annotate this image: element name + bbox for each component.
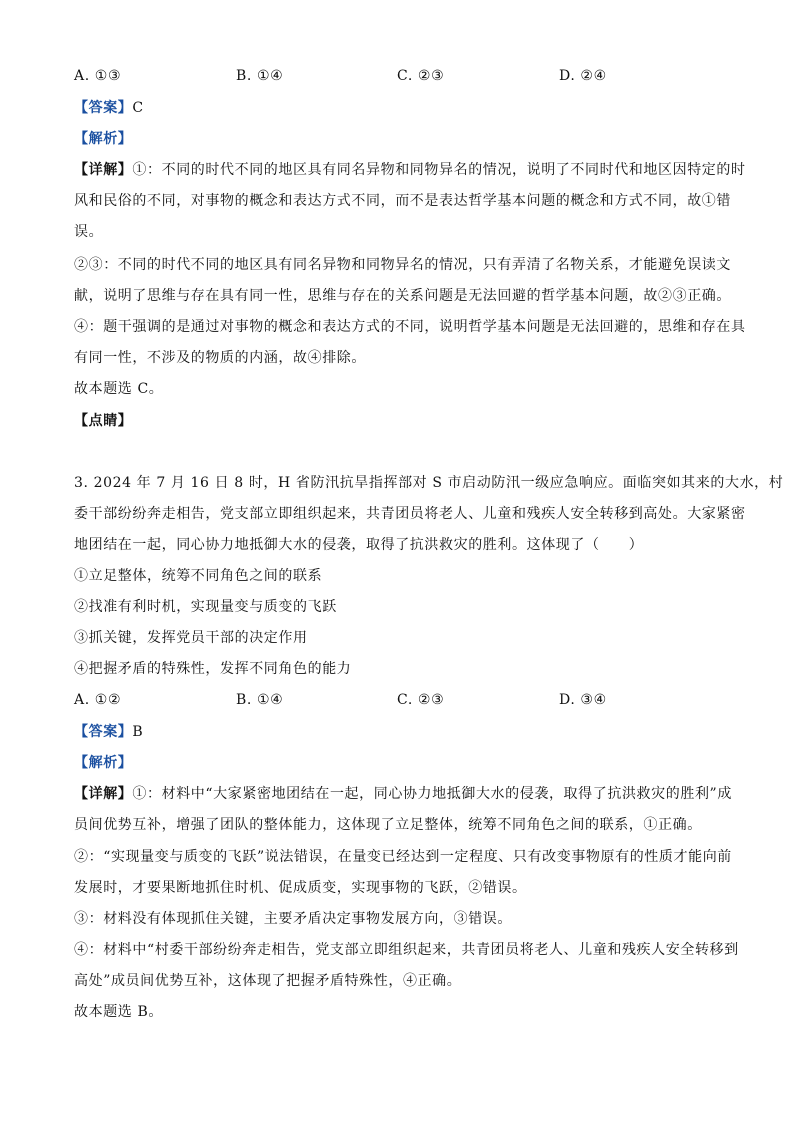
- q2-detail-line-2: 风和民俗的不同，对事物的概念和表达方式不同，而不是表达哲学基本问题的概念和方式不同，故①错: [74, 193, 731, 209]
- q2-detail-line-5: 献，说明了思维与存在具有同一性，思维与存在的关系问题是无法回避的哲学基本问题，故②③正确。: [74, 288, 731, 304]
- answer-value: C: [132, 100, 144, 116]
- q3-detail-line-6: ④：材料中“村委干部纷纷奔走相告，党支部立即组织起来，共青团员将老人、儿童和残疾人安全转移到: [74, 942, 739, 958]
- q3-statement-3: ③抓关键，发挥党员干部的决定作用: [74, 630, 308, 646]
- q3-stem-line-2: 委干部纷纷奔走相告，党支部立即组织起来，共青团员将老人、儿童和残疾人安全转移到高处。大家紧密: [74, 506, 746, 522]
- q3-analysis-heading: [74, 754, 132, 772]
- q3-stem-line-3: 地团结在一起，同心协力地抵御大水的侵袭，取得了抗洪救灾的胜利。这体现了（ ）: [74, 537, 644, 553]
- q2-option-d: D. ②④: [559, 68, 607, 84]
- q3-detail-line-7: 高处”成员间优势互补，这体现了把握矛盾特殊性，④正确。: [74, 973, 462, 989]
- detail-text: ①：不同的时代不同的地区具有同名异物和同物异名的情况，说明了不同时代和地区因特定的时: [132, 162, 746, 178]
- analysis-label: 【解析】: [74, 755, 133, 771]
- q2-option-a: A. ①③: [74, 68, 122, 84]
- q2-detail-line-4: ②③：不同的时代不同的地区具有同名异物和同物异名的情况，只有弄清了名物关系，才能避免误读文: [74, 257, 731, 273]
- point-label: 【点睛】: [74, 413, 133, 429]
- q3-detail-line-3: ②：“实现量变与质变的飞跃”说法错误，在量变已经达到一定程度、只有改变事物原有的性质才能向前: [74, 849, 732, 865]
- q2-option-c: C. ②③: [397, 68, 445, 84]
- answer-label: 【答案】: [74, 724, 133, 740]
- q3-detail-line-5: ③：材料没有体现抓住关键，主要矛盾决定事物发展方向，③错误。: [74, 911, 512, 927]
- q3-option-a: A. ①②: [74, 692, 122, 708]
- q2-detail-line-8: 故本题选 C。: [74, 381, 164, 397]
- q2-detail-line-1: [74, 161, 746, 179]
- q3-detail-line-2: 员间优势互补，增强了团队的整体能力，这体现了立足整体，统筹不同角色之间的联系，①正确。: [74, 817, 702, 833]
- q3-option-d: D. ③④: [559, 692, 607, 708]
- q2-point-heading: [74, 412, 132, 430]
- q2-option-b: B. ①④: [236, 68, 284, 84]
- q2-answer: [74, 99, 144, 117]
- q3-statement-4: ④把握矛盾的特殊性，发挥不同角色的能力: [74, 661, 352, 677]
- q3-option-c: C. ②③: [397, 692, 445, 708]
- detail-text: ①：材料中“大家紧密地团结在一起，同心协力地抵御大水的侵袭，取得了抗洪救灾的胜利”成: [132, 786, 732, 802]
- q3-detail-line-8: 故本题选 B。: [74, 1004, 163, 1020]
- q2-detail-line-3: 误。: [74, 224, 104, 240]
- q3-option-b: B. ①④: [236, 692, 284, 708]
- q3-stem-line-1: 3. 2024 年 7 月 16 日 8 时，H 省防汛抗旱指挥部对 S 市启动防汛一级应急响应。面临突如其来的大水，村: [74, 475, 784, 491]
- q3-detail-line-1: [74, 785, 732, 803]
- q3-statement-2: ②找准有利时机，实现量变与质变的飞跃: [74, 599, 337, 615]
- q2-analysis-heading: [74, 130, 132, 148]
- answer-label: 【答案】: [74, 100, 133, 116]
- q3-statement-1: ①立足整体，统筹不同角色之间的联系: [74, 568, 323, 584]
- q3-detail-line-4: 发展时，才要果断地抓住时机、促成质变，实现事物的飞跃，②错误。: [74, 880, 527, 896]
- analysis-label: 【解析】: [74, 131, 133, 147]
- detail-label: 【详解】: [74, 162, 133, 178]
- q2-detail-line-6: ④：题干强调的是通过对事物的概念和表达方式的不同，说明哲学基本问题是无法回避的，思维和存在具: [74, 319, 746, 335]
- detail-label: 【详解】: [74, 786, 133, 802]
- q3-answer: [74, 723, 143, 741]
- q2-detail-line-7: 有同一性，不涉及的物质的内涵，故④排除。: [74, 350, 366, 366]
- answer-value: B: [132, 724, 144, 740]
